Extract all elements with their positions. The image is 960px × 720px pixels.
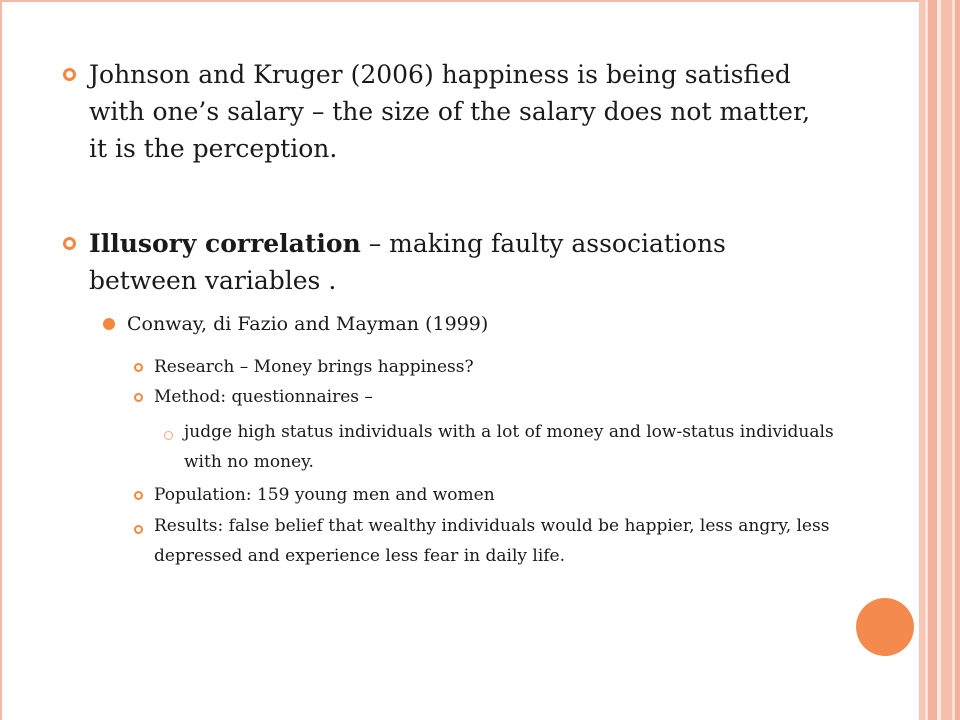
ring-bullet-icon bbox=[63, 68, 76, 81]
ring-bullet-icon bbox=[134, 393, 143, 402]
ring-bullet-icon bbox=[134, 363, 143, 372]
bullet-research: Research – Money brings happiness? bbox=[154, 357, 474, 377]
bullet-johnson-kruger: Johnson and Kruger (2006) happiness is being satisfied with one’s salary – the size of the salary does not matter, it is the perception. bbox=[89, 60, 811, 163]
decorative-stripes bbox=[919, 0, 960, 720]
bullet-method: Method: questionnaires – bbox=[154, 387, 373, 407]
stripe bbox=[928, 0, 937, 720]
definition-illusory-correlation: – making faulty associations between variables . bbox=[89, 229, 726, 295]
bullet-conway-study: Conway, di Fazio and Mayman (1999) bbox=[127, 313, 489, 335]
bullet-results: Results: false belief that wealthy individuals would be happier, less angry, less depressed and experience less fear in daily life. bbox=[154, 516, 830, 566]
bullet-population: Population: 159 young men and women bbox=[154, 485, 495, 505]
stripe bbox=[955, 0, 960, 720]
stripe bbox=[941, 0, 952, 720]
ring-bullet-icon bbox=[63, 237, 76, 250]
term-illusory-correlation: Illusory correlation bbox=[89, 229, 361, 258]
ring-bullet-icon bbox=[134, 525, 143, 534]
ring-bullet-icon bbox=[164, 431, 173, 440]
ring-bullet-icon bbox=[134, 491, 143, 500]
bullet-judge: judge high status individuals with a lot of money and low-status individuals with no money. bbox=[184, 422, 834, 472]
filled-bullet-icon bbox=[103, 318, 115, 330]
bullet-illusory-correlation bbox=[89, 225, 829, 299]
